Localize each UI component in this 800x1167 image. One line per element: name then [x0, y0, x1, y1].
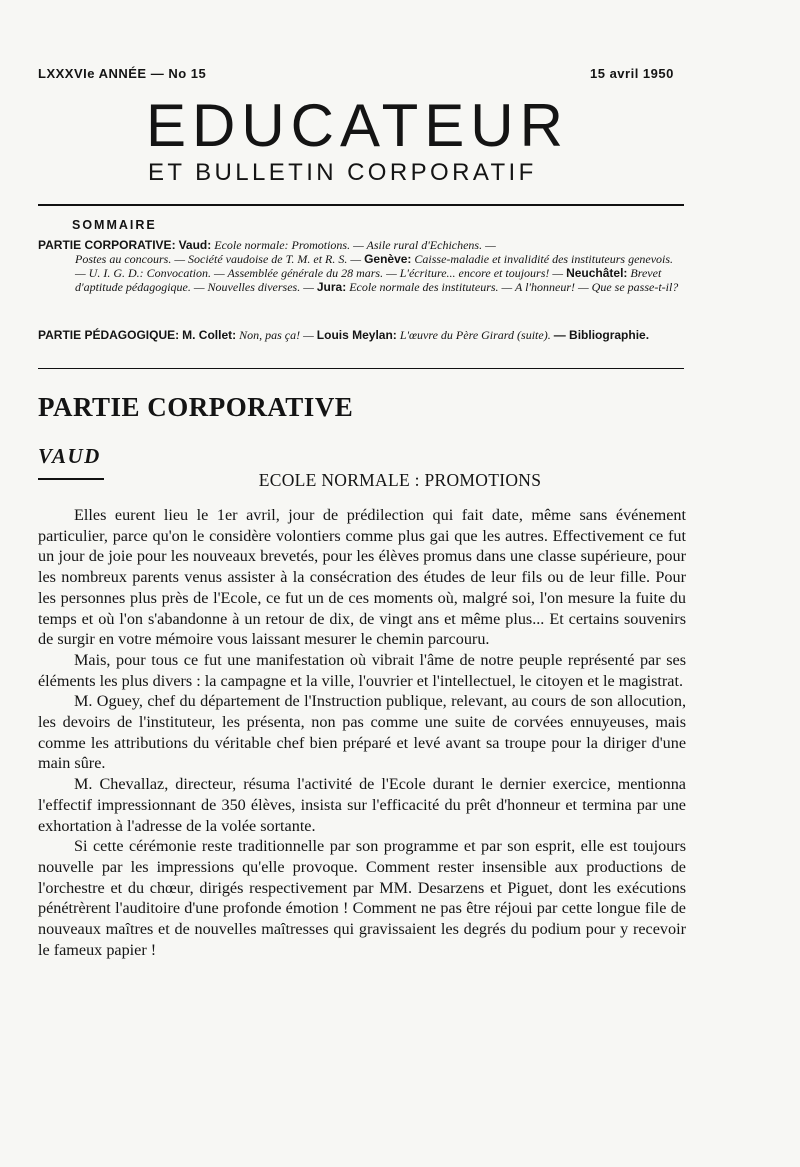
- header-rule: [38, 204, 684, 206]
- article-body: [38, 505, 686, 960]
- region-heading: VAUD: [38, 444, 101, 468]
- corporative-summary-3: Brevet d'aptitude pédagogique. — Nouvelles diverses. —: [75, 266, 662, 294]
- meylan-summary: L'œuvre du Père Girard (suite).: [396, 328, 551, 342]
- paragraph: Si cette cérémonie reste traditionnelle par son programme et par son esprit, elle est toujours nouvelle par les impressions qu'elle provoque. Comment rester insensible aux productions de l'orchestre et du chœur, dirigés respectivement par MM. Desarzens et Piguet, dont les exécutions pénétrèrent l'auditoire d'une profonde émotion ! Comment ne pas être réjoui par cette longue file de nouveaux maîtres et de nouvelles maîtresses qui gravissaient les degrés du podium pour y recevoir le fameux papier !: [38, 837, 686, 959]
- meylan-label: Louis Meylan:: [316, 328, 397, 342]
- article-title: ECOLE NORMALE : PROMOTIONS: [258, 470, 542, 490]
- issue-date: 15 avril 1950: [590, 66, 674, 81]
- journal-subtitle: ET BULLETIN CORPORATIF: [148, 159, 537, 186]
- paragraph: Elles eurent lieu le 1er avril, jour de prédilection qui fait date, même sans événement particulier, parce qu'on le considère volontiers comme plus gai que les autres. Effectivement ce fut un jour de joie pour les nouveaux brevetés, pour les élèves promus dans une classe supérieure, pour les nombreux parents venus assister à la consécration des études de leur fils ou de leur fille. Pour les personnes plus près de l'Ecole, ce fut un de ces moments où, malgré soi, l'on mesure la fuite du temps et où l'on s'abandonne à un retour de dix, de vingt ans et même plus... Et certains souvenirs de surgir en votre mémoire vous laissant mesurer le chemin parcouru.: [38, 506, 686, 649]
- pedagogique-label: PARTIE PÉDAGOGIQUE:: [38, 328, 180, 342]
- sommaire-rule: [38, 368, 684, 369]
- corporative-summary-4: Ecole normale des instituteurs. — A l'honneur! — Que se passe-t-il?: [346, 280, 679, 294]
- corporative-label: PARTIE CORPORATIVE:: [38, 238, 176, 252]
- sommaire-pedagogique: [38, 328, 686, 342]
- corporative-summary-1: Postes au concours. — Société vaudoise de T. M. et R. S. —: [75, 252, 362, 266]
- paragraph: Mais, pour tous ce fut une manifestation où vibrait l'âme de notre peuple représenté par ses éléments les plus divers : la campagne et la ville, l'ouvrier et l'intellectuel, le citoyen et le magistrat.: [38, 650, 686, 690]
- geneve-label: Genève:: [364, 252, 412, 266]
- bibliographie-label: — Bibliographie.: [553, 328, 650, 342]
- corporative-summary-2: Caisse-maladie et invalidité des instituteurs genevois. — U. I. G. D.: Convocation. — Assemblée générale du 28 mars. — L'écriture... encore et toujours! —: [75, 252, 674, 280]
- journal-title: EDUCATEUR: [146, 92, 569, 159]
- paragraph: M. Oguey, chef du département de l'Instruction publique, relevant, au cours de son allocution, les devoirs de l'instituteur, les présenta, non pas comme une suite de corvées ennuyeuses, mais comme les attributions du véritable chef bien préparé et levé avant sa troupe pour la diriger d'une main sûre.: [38, 692, 686, 773]
- paragraph: M. Chevallaz, directeur, résuma l'activité de l'Ecole durant le dernier exercice, mentionna l'effectif impressionnant de 350 élèves, insista sur l'efficacité du prêt d'honneur et termina par une exhortation à l'adresse de la volée sortante.: [38, 775, 686, 835]
- issue-number: LXXXVIe ANNÉE — No 15: [38, 66, 207, 81]
- neuchatel-label: Neuchâtel:: [566, 266, 628, 280]
- collet-label: M. Collet:: [182, 328, 237, 342]
- vaud-label: Vaud:: [178, 238, 212, 252]
- section-heading: PARTIE CORPORATIVE: [38, 392, 354, 422]
- sommaire-corporative: [38, 238, 686, 294]
- collet-summary: Non, pas ça! —: [236, 328, 314, 342]
- sommaire-heading: SOMMAIRE: [72, 218, 157, 232]
- jura-label: Jura:: [316, 280, 347, 294]
- vaud-summary: Ecole normale: Promotions. — Asile rural d'Echichens. —: [211, 238, 496, 252]
